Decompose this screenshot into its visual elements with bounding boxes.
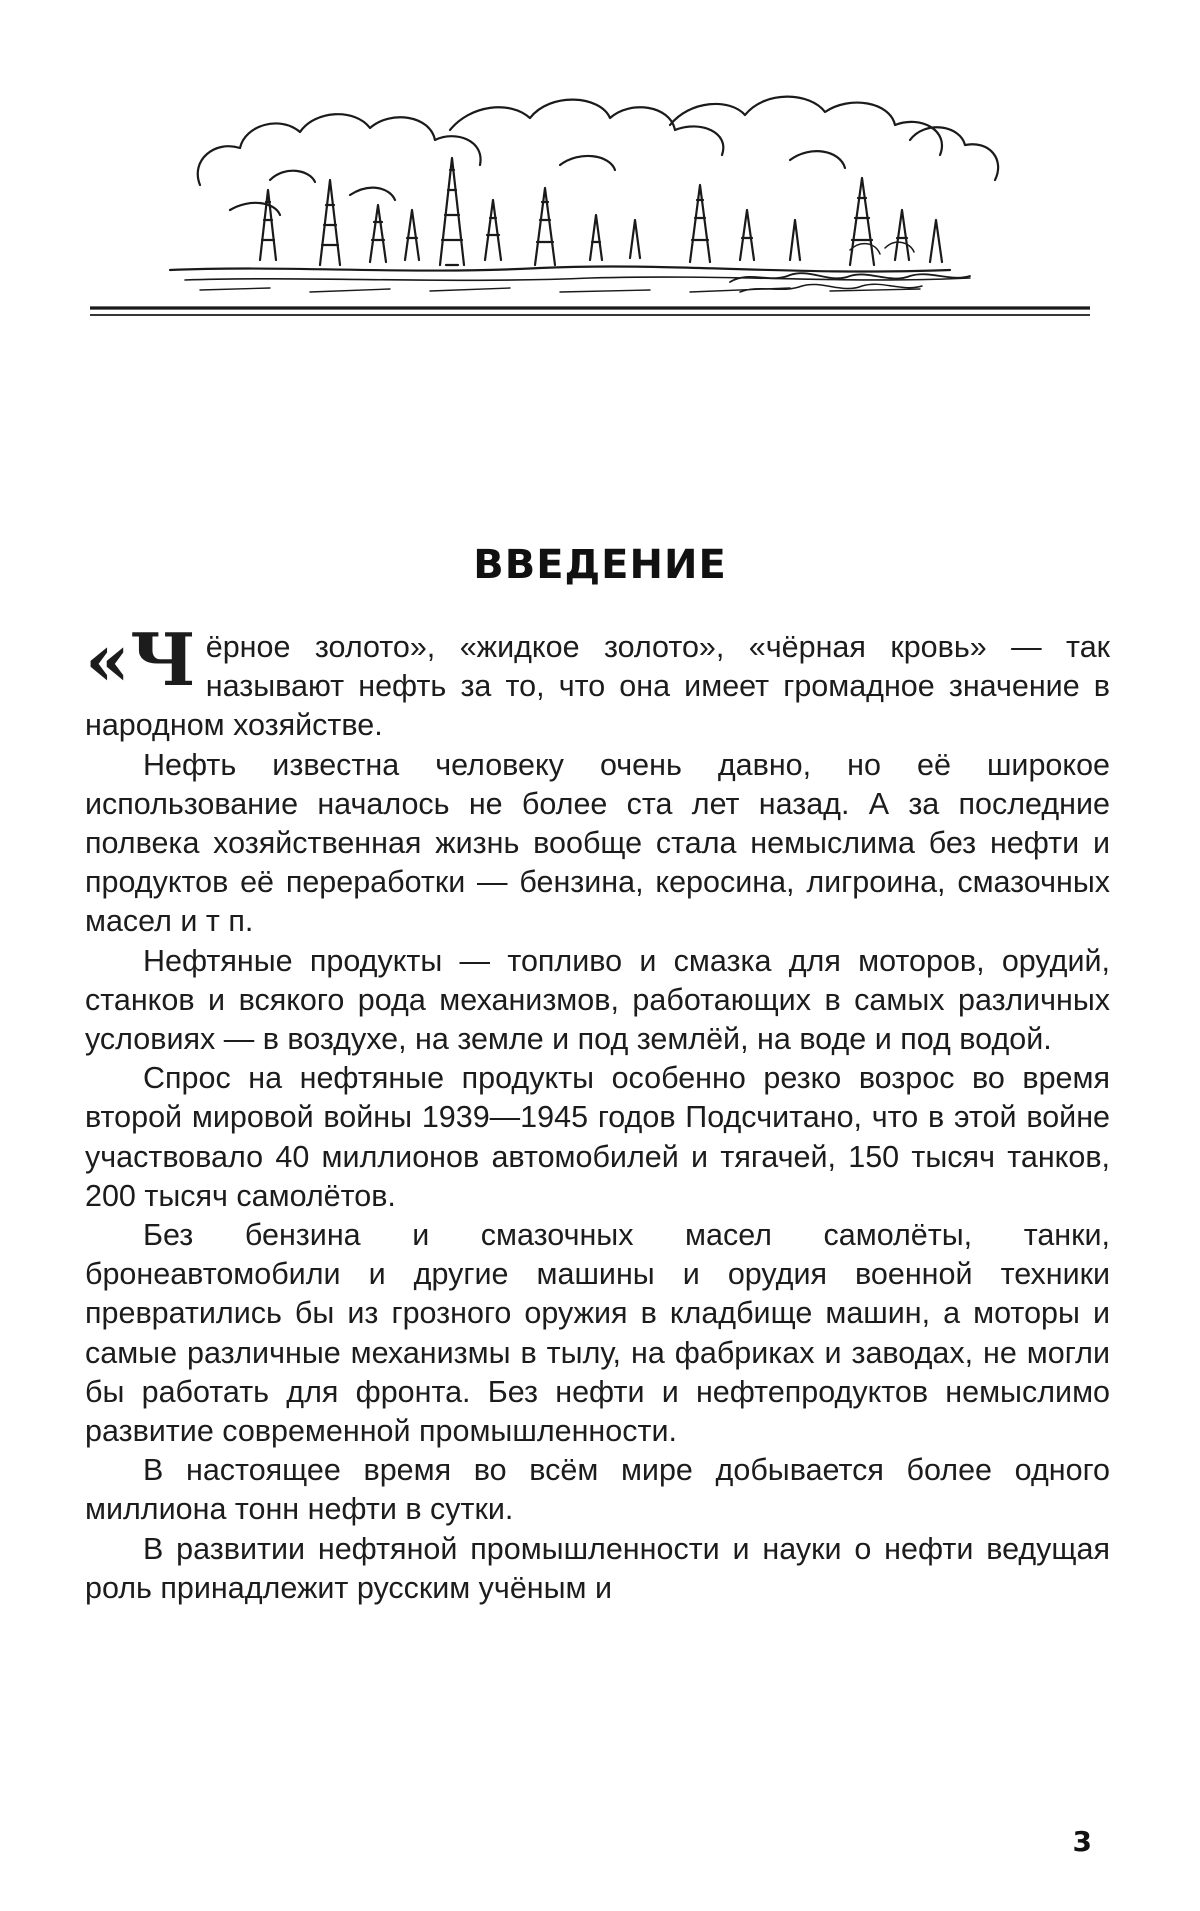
oil-field-illustration — [90, 70, 1090, 320]
paragraph: В развитии нефтяной промышленности и науки о нефти ведущая роль принадлежит русским учёным и — [85, 1531, 1110, 1605]
paragraph: Нефтяные продукты — топливо и смазка для моторов, орудий, станков и всякого рода механизмов, работающих в самых различных условиях — в воздухе, на земле и под землёй, на воде и под водой. — [85, 943, 1110, 1057]
paragraph: Без бензина и смазочных масел самолёты, танки, бронеавтомобили и другие машины и орудия военной техники превратились бы из грозного оружия в кладбище машин, а моторы и самые различные механизмы в тылу, на фабриках и заводах, не могли бы работать для фронта. Без нефти и нефтепродуктов немыслимо развитие современной промышленности. — [85, 1218, 1110, 1449]
paragraph: Спрос на нефтяные продукты особенно резко возрос во время второй мировой войны 1939—1945 годов Подсчитано, что в этой войне участвовало 40 миллионов автомобилей и тягачей, 150 тысяч танков, 200 тысяч самолётов. — [85, 1061, 1110, 1213]
body-text — [85, 617, 1110, 1608]
page-number: 3 — [1072, 1825, 1092, 1858]
paragraph: В настоящее время во всём мире добывается более одного миллиона тонн нефти в сутки. — [85, 1453, 1110, 1527]
drop-cap: «Ч — [85, 617, 196, 702]
paragraph — [85, 617, 1110, 746]
paragraph-text: ёрное золото», «жидкое золото», «чёрная кровь» — так называют нефть за то, что она имеет громадное значение в народном хозяйстве. — [85, 630, 1110, 743]
paragraph: Нефть известна человеку очень давно, но её широкое использование началось не более ста лет назад. А за последние полвека хозяйственная жизнь вообще стала немыслима без нефти и продуктов её переработки — бензина, керосина, лигроина, смазочных масел и т п. — [85, 747, 1110, 939]
chapter-title: ВВЕДЕНИЕ — [473, 542, 727, 588]
